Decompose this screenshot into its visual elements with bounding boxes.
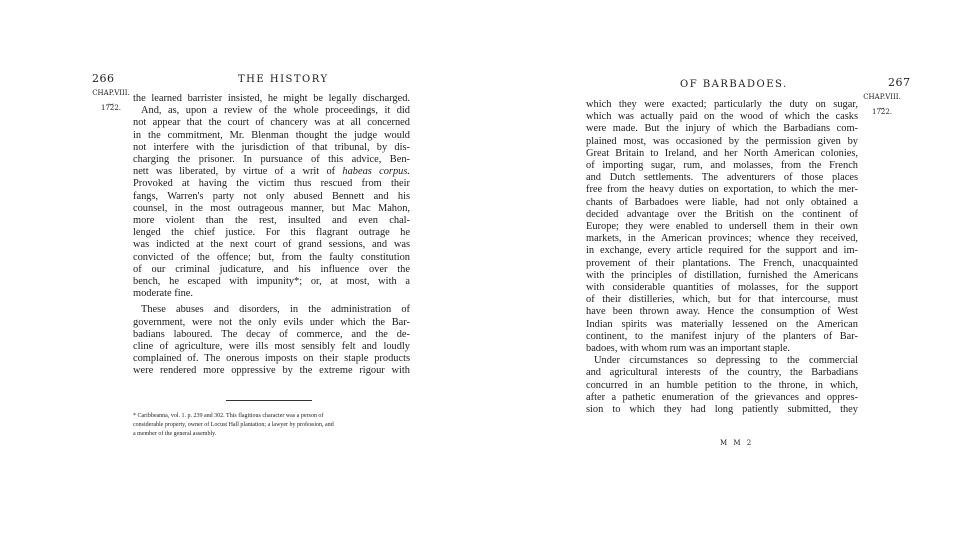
text-line: These abuses and disorders, in the administration of — [141, 304, 410, 316]
side-note-year: 1722. — [871, 108, 893, 116]
text-line: Great Britain to Ireland, and her North American colonies, — [586, 147, 858, 159]
text-line: with considerable quantities of molasses, for the support — [586, 282, 858, 294]
text-line: were made. But the injury of which the Barbadians com- — [586, 123, 858, 135]
running-head: OF BARBADOES. — [680, 79, 788, 90]
text-line: Indian spirits was materially lessened on the American — [586, 318, 858, 330]
page-number: 267 — [888, 76, 911, 89]
text-line: markets, in the American provinces; whence they received, — [586, 233, 858, 245]
text-line: plained most, was occasioned by the permission given by — [586, 135, 858, 147]
text-line: moderate fine. — [133, 288, 194, 300]
text-line: which they were exacted; particularly the duty on sugar, — [586, 99, 858, 110]
text-line: provement of their plantations. The French, unacquainted — [586, 257, 858, 269]
text-line: more violent than the rest, insulted and even chal- — [133, 215, 410, 227]
side-note — [860, 92, 904, 117]
text-line: was indicted at the next court of grand sessions, and was — [133, 239, 410, 251]
text-line: counsel, in the most outrageous manner, but Mac Mahon, — [133, 202, 410, 214]
body-text — [133, 93, 410, 378]
text-line: sion to which they had long patiently submitted, they — [586, 404, 858, 416]
brace-icon: ⏟ — [108, 96, 114, 105]
text-line: continent, to the manifest injury of the planters of Bar- — [586, 330, 858, 342]
text-line: of importing sugar, rum, and molasses, from the French — [586, 160, 858, 172]
text-line: decided advantage over the British on the continent of — [586, 208, 858, 220]
text-line: and Dutch settlements. The adventurers of those places — [586, 172, 858, 184]
text-line: of our criminal judicature, and his influence over the — [133, 263, 410, 275]
footnote-rule — [226, 400, 312, 401]
text-line: cline of agriculture, were ills most sensibly felt and loudly — [133, 341, 410, 353]
running-head: THE HISTORY — [238, 74, 329, 85]
text-line: the learned barrister insisted, he might be legally discharged. — [133, 93, 410, 104]
text-line: which was actually paid on the wood of which the casks — [586, 111, 858, 123]
text-line: after a pathetic enumeration of the grievances and oppres- — [586, 391, 858, 403]
brace-icon: ⏟ — [879, 100, 885, 109]
side-note — [91, 88, 131, 113]
footnote-line: considerable property, owner of Locust Hall plantation; a lawyer by profession, and — [133, 422, 334, 428]
footnote-line: * Caribbeanna, vol. 1. p. 239 and 302. This flagitious character was a person of — [133, 413, 324, 419]
text-line: in the commitment, Mr. Blenman thought the judge would — [133, 129, 410, 141]
text-line: government, were not the only evils under which the Bar- — [133, 316, 410, 328]
text-line: fangs, Warren's party not only abused Bennett and his — [133, 190, 410, 202]
text-line: Provoked at having the victim thus rescued from their — [133, 178, 410, 190]
text-line: charging the prisoner. In pursuance of this advice, Ben- — [133, 154, 410, 166]
text-line: complained of. The onerous imposts on their staple products — [133, 353, 410, 365]
text-line: not appear that the court of chancery was at all concerned — [133, 117, 410, 129]
italic-phrase: habeas corpus. — [342, 166, 410, 178]
text-line: in exchange, every article required for the support and im- — [586, 245, 858, 257]
text-line: nett was liberated, by virtue of a writ of habeas corpus. — [133, 166, 410, 178]
side-note-year: 1722. — [100, 104, 122, 112]
text-line: were rendered more oppressive by the extreme rigour with — [133, 365, 410, 377]
footnote-line: a member of the general assembly. — [133, 431, 217, 437]
page-number: 266 — [92, 72, 115, 85]
text-line: of their distilleries, which, but for that intercourse, must — [586, 294, 858, 306]
side-note-chapter: CHAP.VIII. — [92, 89, 130, 97]
text-line: with the principles of distillation, furnished the Americans — [586, 269, 858, 281]
text-line: chants of Barbadoes were liable, had not only obtained a — [586, 196, 858, 208]
text-line: Europe; they were enabled to undersell them in their own — [586, 221, 858, 233]
text-line: bench, he escaped with impunity*; or, at most, with a — [133, 276, 410, 288]
side-note-chapter: CHAP.VIII. — [863, 93, 901, 101]
text-line: And, as, upon a review of the whole proceedings, it did — [141, 105, 410, 117]
text-line: lenged the chief justice. For this flagrant outrage he — [133, 227, 410, 239]
text-line: badians laboured. The decay of commerce, and the de- — [133, 328, 410, 340]
text-line: free from the heavy duties on exportation, to which the mer- — [586, 184, 858, 196]
text-line: convicted of the offence; but, from the faulty constitution — [133, 251, 410, 263]
signature-mark: M M 2 — [720, 439, 754, 447]
right-page — [490, 0, 980, 542]
text-line: have been thrown away. Hence the consumption of West — [586, 306, 858, 318]
body-text — [586, 99, 858, 416]
text-line: badoes, with whom rum was an important staple. — [586, 343, 791, 355]
text-line: and agricultural interests of the country, the Barbadians — [586, 367, 858, 379]
text-line: concurred in an humble petition to the throne, in which, — [586, 379, 858, 391]
footnote — [133, 412, 423, 439]
text-line: not interfere with the jurisdiction of that tribunal, by dis- — [133, 141, 410, 153]
text-line: Under circumstances so depressing to the commercial — [594, 355, 858, 367]
